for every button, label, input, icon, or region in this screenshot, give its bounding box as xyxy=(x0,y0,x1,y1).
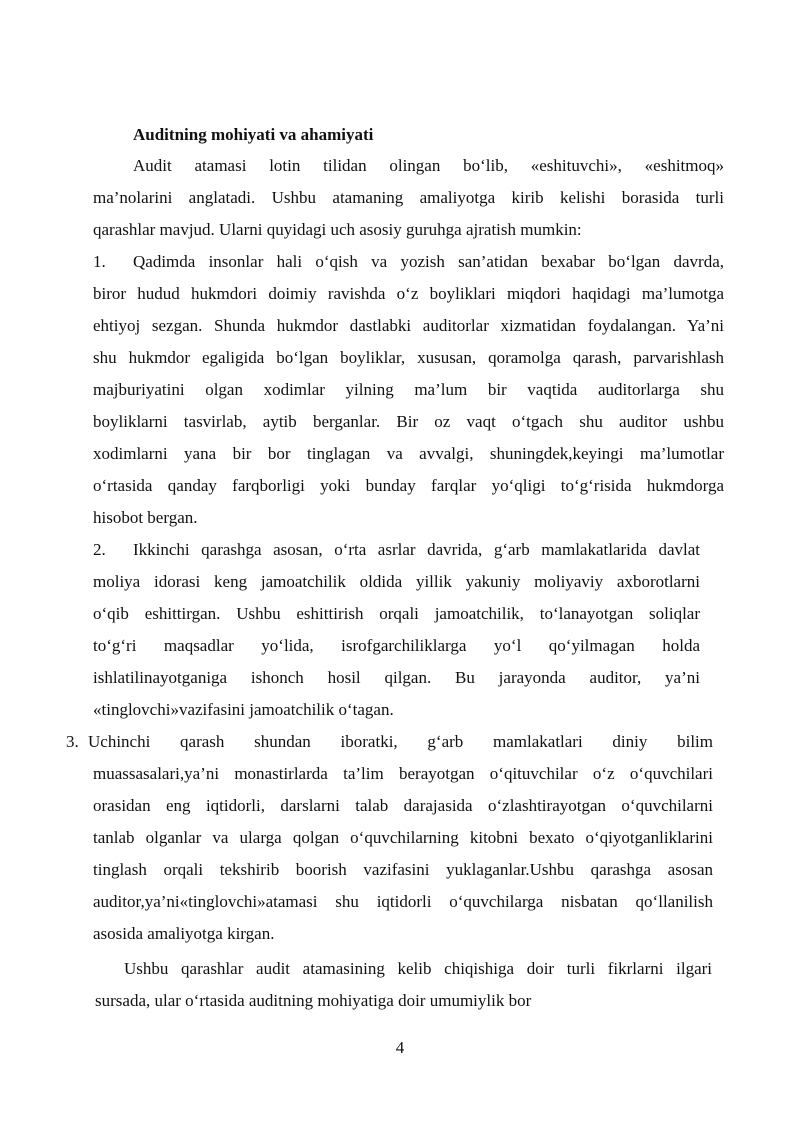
list-item-line: moliya idorasi keng jamoatchilik oldida yillik yakuniy moliyaviy axborotlarni xyxy=(93,572,700,591)
intro-line: ma’nolarini anglatadi. Ushbu atamaning amaliyotga kirib kelishi borasida turli xyxy=(93,188,724,207)
list-item-line: auditor,ya’ni«tinglovchi»atamasi shu iqtidorli o‘quvchilarga nisbatan qo‘llanilish xyxy=(93,892,713,911)
list-item-line: Ikkinchi qarashga asosan, o‘rta asrlar davrida, g‘arb mamlakatlarida davlat xyxy=(133,540,700,559)
list-item-line: hisobot bergan. xyxy=(93,508,198,527)
list-item-line: tinglash orqali tekshirib boorish vazifasini yuklaganlar.Ushbu qarashga asosan xyxy=(93,860,713,879)
list-item-line: orasidan eng iqtidorli, darslarni talab darajasida o‘zlashtirayotgan o‘quvchilarni xyxy=(93,796,713,815)
section-title: Auditning mohiyati va ahamiyati xyxy=(133,125,374,144)
list-number: 1. xyxy=(93,252,106,271)
list-item-line: tanlab olganlar va ularga qolgan o‘quvchilarning kitobni bexato o‘qiyotganliklarini xyxy=(93,828,713,847)
list-item-line: o‘qib eshittirgan. Ushbu eshittirish orqali jamoatchilik, to‘lanayotgan soliqlar xyxy=(93,604,700,623)
list-item-line: boyliklarni tasvirlab, aytib berganlar. Bir oz vaqt o‘tgach shu auditor ushbu xyxy=(93,412,724,431)
closing-line: Ushbu qarashlar audit atamasining kelib chiqishiga doir turli fikrlarni ilgari xyxy=(124,959,712,978)
list-item-line: asosida amaliyotga kirgan. xyxy=(93,924,275,943)
list-item-line: xodimlarni yana bir bor tinglagan va avvalgi, shuningdek,keyingi ma’lumotlar xyxy=(93,444,724,463)
list-item-line: shu hukmdor egaligida bo‘lgan boyliklar, xususan, qoramolga qarash, parvarishlash xyxy=(93,348,724,367)
list-number: 2. xyxy=(93,540,106,559)
list-number: 3. xyxy=(66,732,79,751)
intro-line: qarashlar mavjud. Ularni quyidagi uch asosiy guruhga ajratish mumkin: xyxy=(93,220,582,239)
list-item-line: Uchinchi qarash shundan iboratki, g‘arb mamlakatlari diniy bilim xyxy=(88,732,713,751)
list-item-line: biror hudud hukmdori doimiy ravishda o‘z boyliklari miqdori haqidagi ma’lumotga xyxy=(93,284,724,303)
list-item-line: ishlatilinayotganiga ishonch hosil qilgan. Bu jarayonda auditor, ya’ni xyxy=(93,668,700,687)
list-item-line: muassasalari,ya’ni monastirlarda ta’lim berayotgan o‘qituvchilar o‘z o‘quvchilari xyxy=(93,764,713,783)
closing-line: sursada, ular o‘rtasida auditning mohiyatiga doir umumiylik bor xyxy=(95,991,532,1010)
intro-line: Audit atamasi lotin tilidan olingan bo‘lib, «eshituvchi», «eshitmoq» xyxy=(133,156,724,175)
list-item-line: «tinglovchi»vazifasini jamoatchilik o‘tagan. xyxy=(93,700,394,719)
list-item-line: to‘g‘ri maqsadlar yo‘lida, isrofgarchiliklarga yo‘l qo‘yilmagan holda xyxy=(93,636,700,655)
list-item-line: o‘rtasida qanday farqborligi yoki bunday farqlar yo‘qligi to‘g‘risida hukmdorga xyxy=(93,476,724,495)
list-item-line: ehtiyoj sezgan. Shunda hukmdor dastlabki auditorlar xizmatidan foydalangan. Ya’ni xyxy=(93,316,724,335)
page-number: 4 xyxy=(395,1038,405,1057)
list-item-line: Qadimda insonlar hali o‘qish va yozish san’atidan bexabar bo‘lgan davrda, xyxy=(133,252,724,271)
list-item-line: majburiyatini olgan xodimlar yilning ma’lum bir vaqtida auditorlarga shu xyxy=(93,380,724,399)
